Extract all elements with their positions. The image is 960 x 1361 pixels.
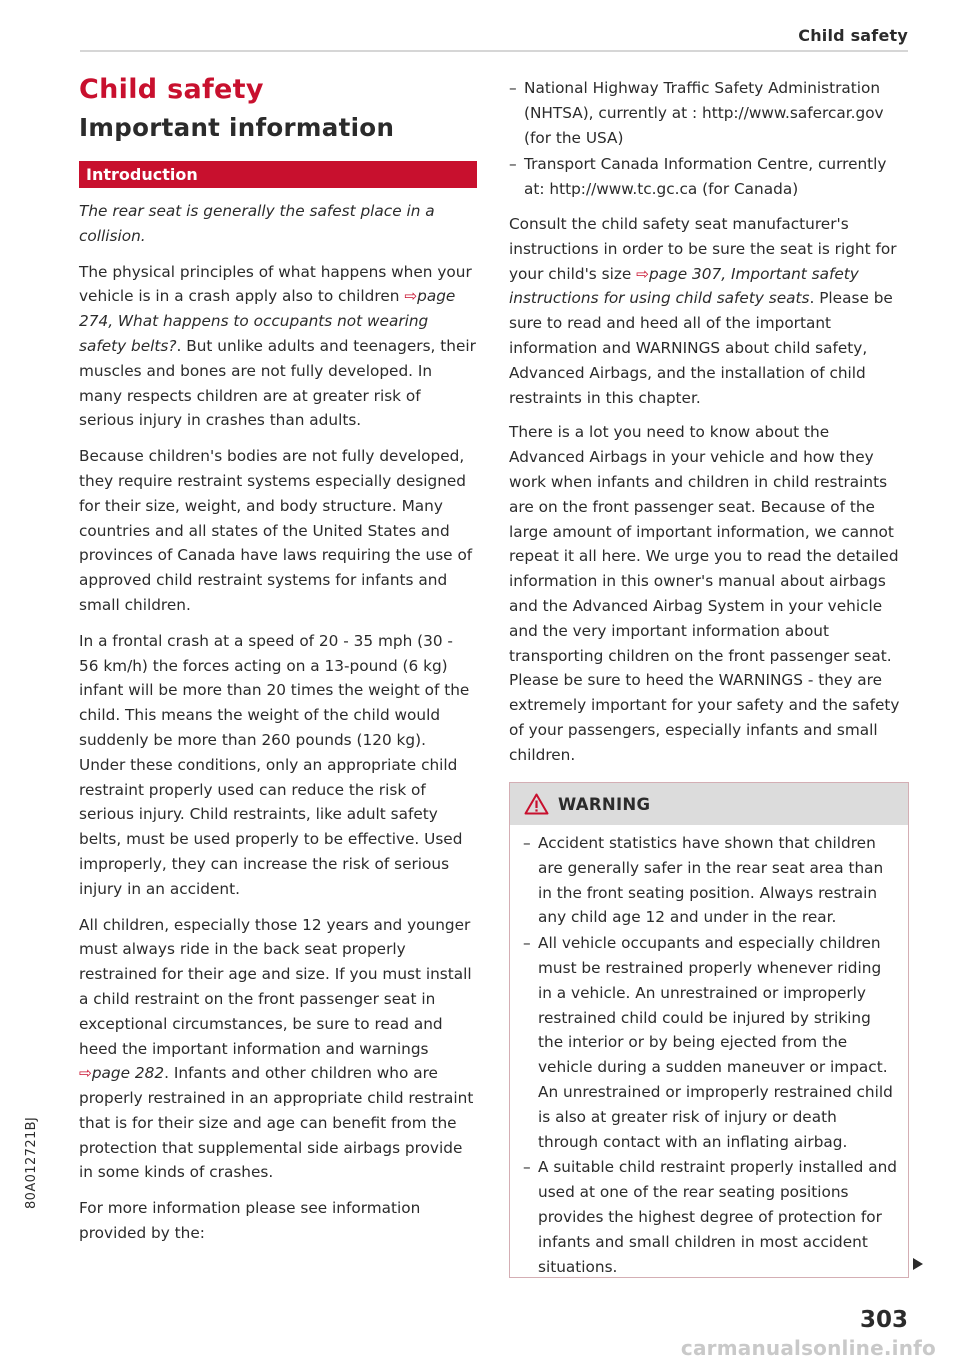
cross-reference-arrow-icon: ⇨ [404,287,418,306]
warning-title: WARNING [558,794,651,814]
warning-item: – A suitable child restraint properly installed and used at one of the rear seating positions provides the highest degree of protection for infants and small children in most accident situations. [523,1155,898,1279]
left-column [79,72,477,1246]
continue-arrow-icon [913,1258,923,1270]
text-run: All children, especially those 12 years and younger must always ride in the back seat properly restrained for their age and size. If you must install a child restraint on the front passenger seat in exceptional circumstances, be sure to read and heed the important information and warnings [79,915,472,1058]
warning-header [510,783,908,825]
lead-paragraph: The rear seat is generally the safest place in a collision. [79,202,435,245]
paragraph-more-info: For more information please see information provided by the: [79,1199,421,1243]
warning-triangle-icon [524,793,549,815]
warning-body [510,825,908,1279]
section-title: Important information [79,113,395,142]
cross-reference-arrow-icon: ⇨ [636,264,649,283]
paragraph-back-seat [79,913,477,1186]
chapter-title: Child safety [79,74,264,105]
warning-list [523,831,898,1279]
text-run: Consult the child safety seat manufacturer's instructions in order to be sure the seat is right for your child's size [509,214,897,283]
text-run: . Please be sure to read and heed all of the important information and WARNINGS about child safety, Advanced Airbags, and the installation of child restraints in this chapter. [509,289,893,407]
right-column [509,76,909,778]
header-rule [80,50,908,52]
document-code: 80A012721BJ [24,1116,39,1209]
text-run: . But unlike adults and teenagers, their muscles and bones are not fully developed. In many respects children are at greater risk of serious injury in crashes than adults. [79,336,476,430]
paragraph-frontal-crash: In a frontal crash at a speed of 20 - 35 mph (30 - 56 km/h) the forces acting on a 13-pound (6 kg) infant will be more than 20 times the weight of the child. This means the weight of the child would suddenly be more than 260 pounds (120 kg). Under these conditions, only an appropriate child restraint properly used can reduce the risk of serious injury. Child restraints, like adult safety belts, must be used properly to be effective. Used improperly, they can increase the risk of serious injury in an accident. [79,631,470,898]
page-number: 303 [859,1307,908,1333]
cross-reference-link[interactable]: page 282 [91,1064,165,1083]
paragraph-physical-principles [79,260,477,434]
paragraph-advanced-airbags: There is a lot you need to know about the Advanced Airbags in your vehicle and how they work when infants and children in child restraints are on the front passenger seat. Because of the large amount of important information, we cannot repeat it all here. We urge you to read the detailed information in this owner's manual about airbags and the Advanced Airbag System in your vehicle and the very important information about transporting children on the front passenger seat. Please be sure to heed the WARNINGS - they are extremely important for your safety and the safety of your passengers, especially infants and small children. [509,423,900,764]
warning-item: – All vehicle occupants and especially children must be restrained properly whenever riding in a vehicle. An unrestrained or improperly restrained child could be injured by striking the interior or by being ejected from the vehicle during a sudden maneuver or impact. An unrestrained or improperly restrained child is also at greater risk of injury or death through contact with an inflating airbag. [523,931,898,1154]
cross-reference-link[interactable]: page 274, What happens to occupants not wearing safety belts? [79,287,456,355]
warning-box [509,782,909,1278]
text-run: The physical principles of what happens when your vehicle is in a crash apply also to children [79,262,472,306]
text-run: . Infants and other children who are properly restrained in an appropriate child restraint that is for their size and age can benefit from the protection that supplemental side airbags provide in some kinds of crashes. [79,1064,474,1182]
watermark: carmanualsonline.info [680,1336,936,1360]
warning-item: – Accident statistics have shown that children are generally safer in the rear seat area than in the front seating position. Always restrain any child age 12 and under in the rear. [523,831,898,930]
cross-reference-link[interactable]: page 307, Important safety instructions for using child safety seats [509,264,859,308]
list-item: – Transport Canada Information Centre, currently at: http://www.tc.gc.ca (for Canada) [509,152,909,202]
paragraph-bodies: Because children's bodies are not fully developed, they require restraint systems especially designed for their size, weight, and body structure. Many countries and all states of the United States and provinces of Canada have laws requiring the use of approved child restraint systems for infants and small children. [79,447,473,614]
resource-list [509,76,909,202]
running-header: Child safety [798,26,908,45]
paragraph-consult [509,212,909,410]
list-item: – National Highway Traffic Safety Administration (NHTSA), currently at : http://www.safercar.gov (for the USA) [509,76,909,150]
introduction-heading: Introduction [79,161,477,188]
cross-reference-arrow-icon: ⇨ [79,1064,92,1083]
